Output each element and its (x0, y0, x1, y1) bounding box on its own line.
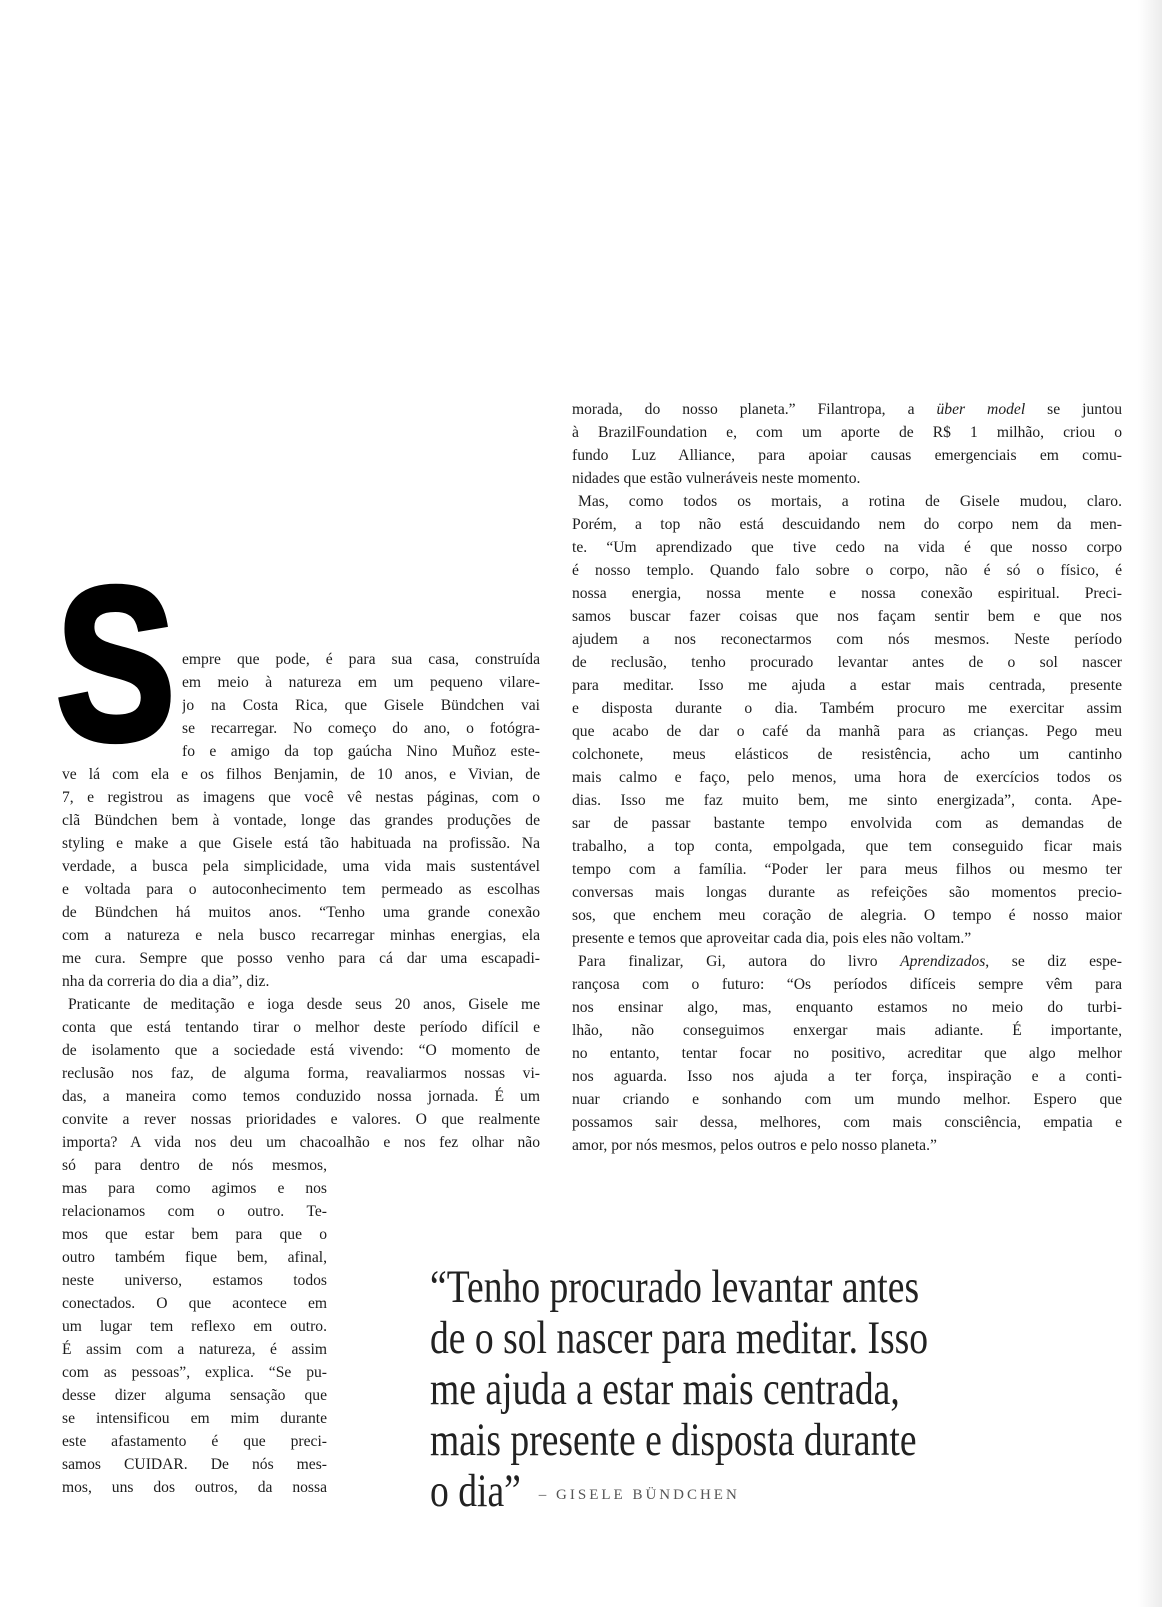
pull-quote-last-line (430, 1466, 990, 1517)
text-line: com a natureza e nela busco recarregar minhas energias, ela (62, 927, 540, 944)
text-segment: , se diz espe- (985, 953, 1122, 970)
text-line: nidades que estão vulneráveis neste momento. (572, 470, 861, 487)
pull-quote (430, 1262, 1130, 1517)
text-line (572, 398, 1122, 421)
article-right-column (572, 398, 1122, 1157)
text-line: presente e temos que aproveitar cada dia, pois eles não voltam.” (572, 930, 972, 947)
text-line: amor, por nós mesmos, pelos outros e pelo nosso planeta.” (572, 1137, 937, 1154)
text-line: possamos sair dessa, melhores, com mais consciência, empatia e (572, 1114, 1122, 1131)
text-line: conversas mais longas durante as refeições são momentos precio- (572, 884, 1122, 901)
text-line: clã Bündchen bem à vontade, longe das grandes produções de (62, 812, 540, 829)
text-line: samos buscar fazer coisas que nos façam sentir bem e que nos (572, 608, 1122, 625)
text-line: styling e make a que Gisele está tão habituada na profissão. Na (62, 835, 540, 852)
text-line: empre que pode, é para sua casa, construída (182, 651, 540, 668)
text-line: samos CUIDAR. De nós mes- (62, 1456, 327, 1473)
text-line: trabalho, a top conta, empolgada, que tem conseguido ficar mais (572, 838, 1122, 855)
text-line: dias. Isso me faz muito bem, me sinto energizada”, conta. Ape- (572, 792, 1122, 809)
text-line: lhão, não conseguimos enxergar mais adiante. É importante, (572, 1022, 1122, 1039)
italic-text: Aprendizados (900, 953, 986, 970)
text-segment: Para finalizar, Gi, autora do livro (578, 953, 901, 970)
text-line: mos, uns dos outros, da nossa (62, 1479, 327, 1496)
text-line: importa? A vida nos deu um chacoalhão e nos fez olhar não (62, 1134, 540, 1151)
text-line: das, a maneira como temos conduzido nossa jornada. É um (62, 1088, 540, 1105)
text-line: É assim com a natureza, é assim (62, 1341, 327, 1358)
text-line: em meio à natureza em um pequeno vilare- (182, 674, 540, 691)
text-line: este afastamento é que preci- (62, 1433, 327, 1450)
text-line: reclusão nos faz, de alguma forma, reavaliarmos nossas vi- (62, 1065, 540, 1082)
text-line: verdade, a busca pela simplicidade, uma vida mais sustentável (62, 858, 540, 875)
text-line: conectados. O que acontece em (62, 1295, 327, 1312)
text-line: convite a rever nossas prioridades e valores. O que realmente (62, 1111, 540, 1128)
text-line: mos que estar bem para que o (62, 1226, 327, 1243)
text-line (572, 950, 1122, 973)
text-line: desse dizer alguma sensação que (62, 1387, 327, 1404)
text-line: 7, e registrou as imagens que você vê nestas páginas, com o (62, 789, 540, 806)
text-line: nossa energia, nossa mente e nossa conexão espiritual. Preci- (572, 585, 1122, 602)
text-line: Porém, a top não está descuidando nem do corpo nem da men- (572, 516, 1122, 533)
text-line: sos, que enchem meu coração de alegria. O tempo é nosso maior (572, 907, 1122, 924)
text-segment: se juntou (1025, 401, 1122, 418)
text-line: de reclusão, tenho procurado levantar antes de o sol nascer (572, 654, 1122, 671)
text-line: no entanto, tentar focar no positivo, acreditar que algo melhor (572, 1045, 1122, 1062)
text-line: ajudem a nos reconectarmos com nós mesmos. Neste período (572, 631, 1122, 648)
text-line: é nosso templo. Quando falo sobre o corpo, não é só o físico, é (572, 562, 1122, 579)
text-line: um lugar tem reflexo em outro. (62, 1318, 327, 1335)
text-line: com as pessoas”, explica. “Se pu- (62, 1364, 327, 1381)
text-line: fo e amigo da top gaúcha Nino Muñoz este- (182, 743, 540, 760)
text-line: jo na Costa Rica, que Gisele Bündchen vai (182, 697, 540, 714)
pull-quote-line: o dia” (430, 1465, 521, 1517)
text-line: sar de passar bastante tempo envolvida com as demandas de (572, 815, 1122, 832)
text-line: ve lá com ela e os filhos Benjamin, de 10 anos, e Vivian, de (62, 766, 540, 783)
pull-quote-attribution: – GISELE BÜNDCHEN (538, 1486, 740, 1503)
text-line: e disposta durante o dia. Também procuro me exercitar assim (572, 700, 1122, 717)
pull-quote-line: mais presente e disposta durante (430, 1414, 917, 1466)
text-line: Praticante de meditação e ioga desde seus 20 anos, Gisele me (68, 996, 540, 1013)
pull-quote-line: “Tenho procurado levantar antes (430, 1261, 920, 1313)
text-line: só para dentro de nós mesmos, (62, 1157, 327, 1174)
text-line: nuar criando e sonhando com um mundo melhor. Espero que (572, 1091, 1122, 1108)
pull-quote-line: de o sol nascer para meditar. Isso (430, 1312, 929, 1364)
text-line: fundo Luz Alliance, para apoiar causas emergenciais em comu- (572, 447, 1122, 464)
text-line: tempo com a família. “Poder ler para meus filhos ou mesmo ter (572, 861, 1122, 878)
text-line: mais calmo e faço, pelo menos, uma hora de exercícios todos os (572, 769, 1122, 786)
text-line: neste universo, estamos todos (62, 1272, 327, 1289)
text-line: se recarregar. No começo do ano, o fotógra- (182, 720, 540, 737)
text-line: nos ensinar algo, mas, enquanto estamos no meio do turbi- (572, 999, 1122, 1016)
text-line: colchonete, meus elásticos de resistência, acho um cantinho (572, 746, 1122, 763)
pull-quote-line: me ajuda a estar mais centrada, (430, 1363, 900, 1415)
text-line: outro também fique bem, afinal, (62, 1249, 327, 1266)
text-line: de Bündchen há muitos anos. “Tenho uma grande conexão (62, 904, 540, 921)
text-line: nha da correria do dia a dia”, diz. (62, 973, 270, 990)
page-edge-shadow (1138, 0, 1162, 1607)
text-line: nos aguarda. Isso nos ajuda a ter força, inspiração e a conti- (572, 1068, 1122, 1085)
text-line: me cura. Sempre que posso venho para cá dar uma escapadi- (62, 950, 540, 967)
text-line: relacionamos com o outro. Te- (62, 1203, 327, 1220)
text-line: que acabo de dar o café da manhã para as crianças. Pego meu (572, 723, 1122, 740)
text-line: mas para como agimos e nos (62, 1180, 327, 1197)
drop-cap: S (56, 543, 176, 786)
text-line: te. “Um aprendizado que tive cedo na vida é que nosso corpo (572, 539, 1122, 556)
italic-text: über model (936, 401, 1026, 418)
text-line: à BrazilFoundation e, com um aporte de R$ 1 milhão, criou o (572, 424, 1122, 441)
text-line: de isolamento que a sociedade está vivendo: “O momento de (62, 1042, 540, 1059)
text-line: conta que está tentando tirar o melhor deste período difícil e (62, 1019, 540, 1036)
text-line: e voltada para o autoconhecimento tem permeado as escolhas (62, 881, 540, 898)
text-line: para meditar. Isso me ajuda a estar mais centrada, presente (572, 677, 1122, 694)
text-line: rançosa com o futuro: “Os períodos difíceis sempre vêm para (572, 976, 1122, 993)
text-segment: morada, do nosso planeta.” Filantropa, a (572, 401, 937, 418)
text-line: Mas, como todos os mortais, a rotina de Gisele mudou, claro. (578, 493, 1122, 510)
text-line: se intensificou em mim durante (62, 1410, 327, 1427)
